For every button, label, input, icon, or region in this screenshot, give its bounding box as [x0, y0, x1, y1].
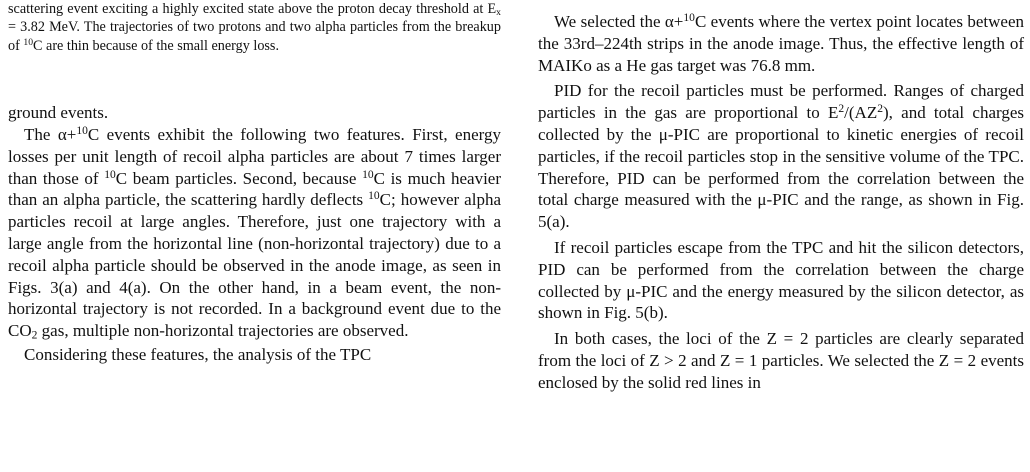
- paragraph-loci: In both cases, the loci of the Z = 2 particles are clearly separated from the loci of Z > 2 and Z = 1 particles. We selected the Z = 2 events enclosed by the solid red lines in: [538, 329, 1024, 392]
- paragraph-pid: PID for the recoil particles must be performed. Ranges of charged particles in the gas are proportional to $E^2/(AZ^2)$, and total charges collected by the μ-PIC are proportional to kinetic energies of recoil particles, if the recoil particles stop in the sensitive volume of the TPC. Therefore, PID can be performed from the correlation between the total charge measured with the μ-PIC and the range, as shown in Fig. 5(a).: [538, 81, 1025, 232]
- figure-caption-fragment: scattering event exciting a highly excited state above the proton decay threshold at $E_x = 3.82$ MeV. The trajectories of two protons and two alpha particles from the breakup of $^{10}$C are thin because of the small energy loss.: [8, 1, 501, 54]
- right-column: [538, 0, 1024, 394]
- paragraph-silicon: If recoil particles escape from the TPC and hit the silicon detectors, PID can be performed from the correlation between the charge collected by μ-PIC and the energy measured by the silicon detector, as shown in Fig. 5(b).: [538, 237, 1024, 323]
- paragraph-fragment: ground events.: [8, 103, 109, 123]
- paragraph-vertex-selection: We selected the α+$^{10}$C events where the vertex point locates between the 33rd–224th strips in the anode image. Thus, the effective length of MAIKo as a He gas target was 76.8 mm.: [538, 11, 1024, 75]
- paragraph-features: The α+$^{10}$C events exhibit the following two features. First, energy losses per unit length of recoil alpha particles are about 7 times larger than those of $^{10}$C beam particles. Second, because $^{10}$C is much heavier than an alpha particle, the scattering hardly deflects $^{10}$C; however alpha particles recoil at large angles. Therefore, just one trajectory with a large angle from the horizontal line (non-horizontal trajectory) due to a recoil alpha particle should be observed in the anode image, as seen in Figs. 3(a) and 4(a). On the other hand, in a beam event, the non-horizontal trajectory is not recorded. In a background event due to the $CO_2$ gas, multiple non-horizontal trajectories are observed.: [8, 124, 501, 342]
- paragraph-analysis: Considering these features, the analysis of the TPC: [24, 344, 372, 364]
- left-column: [8, 0, 501, 366]
